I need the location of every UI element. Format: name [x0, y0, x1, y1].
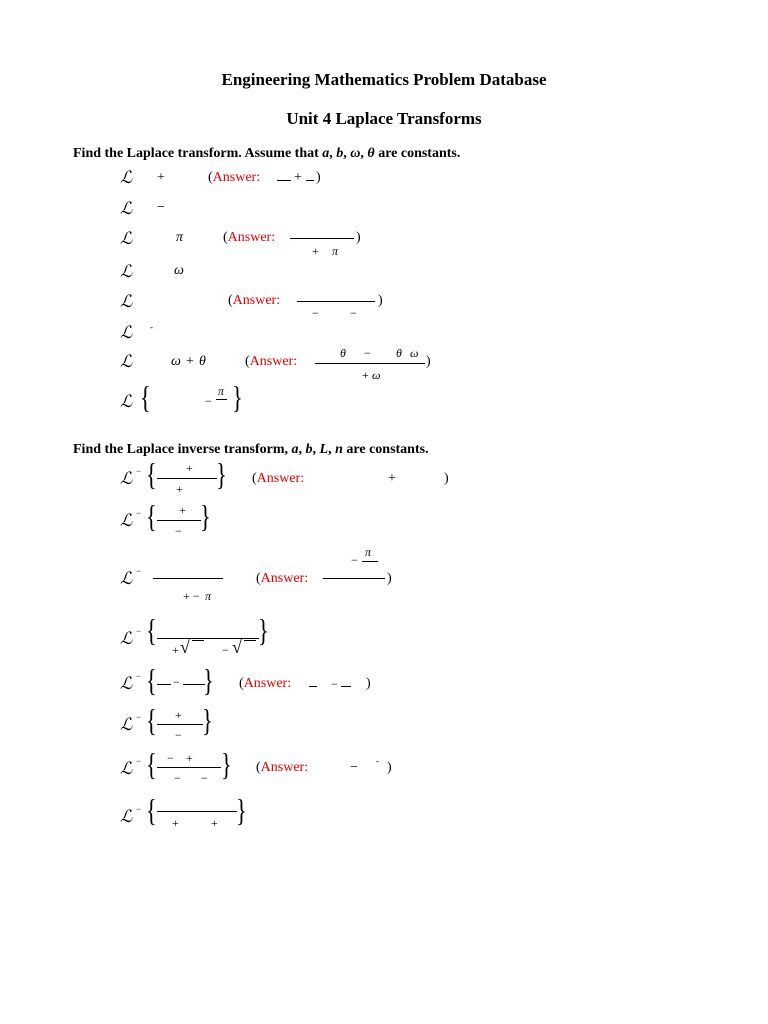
laplace-symbol: ℒ	[120, 807, 133, 827]
answer-7	[245, 354, 297, 370]
answer-5	[228, 293, 280, 309]
paren: )	[387, 760, 392, 775]
paren: (	[239, 676, 244, 691]
omega-symbol: ω	[410, 346, 419, 360]
fraction-bar	[315, 363, 425, 364]
minus-sign: −	[312, 306, 319, 320]
answer-label: Answer:	[256, 471, 305, 486]
right-brace: }	[236, 792, 247, 828]
fraction-bar	[341, 686, 351, 687]
minus-sign: −	[351, 553, 358, 567]
inverse-mark: −	[136, 712, 142, 722]
section-heading-text: Find the Laplace inverse transform,	[73, 442, 292, 457]
document-title: Engineering Mathematics Problem Database	[221, 70, 547, 89]
laplace-symbol: ℒ	[120, 323, 133, 343]
answer-label: Answer:	[260, 571, 309, 586]
inverse-mark: −	[136, 626, 142, 636]
fraction-bar	[216, 399, 227, 400]
tick-mark: -	[376, 756, 379, 766]
omega-symbol: ω	[174, 263, 184, 278]
tick-mark: -	[150, 322, 153, 332]
paren: )	[387, 571, 392, 586]
separator: ,	[360, 146, 368, 161]
plus-sign: +	[157, 170, 165, 185]
plus-sign: +	[186, 354, 194, 369]
paren: (	[256, 760, 261, 775]
right-brace: }	[200, 498, 211, 534]
plus-sign: +	[211, 816, 218, 830]
laplace-symbol: ℒ	[120, 511, 133, 531]
plus-sign: +	[186, 461, 193, 475]
left-brace: {	[146, 702, 157, 738]
plus-sign: +	[175, 708, 182, 722]
pi-symbol: π	[218, 384, 225, 398]
inverse-mark: −	[136, 566, 142, 576]
paren: )	[378, 293, 383, 308]
omega-symbol: ω	[171, 354, 181, 369]
left-brace: {	[146, 662, 157, 698]
answer-label: Answer:	[212, 170, 261, 185]
laplace-symbol: ℒ	[120, 292, 133, 312]
theta-symbol: θ	[396, 346, 402, 360]
var-b: b	[336, 146, 344, 161]
minus-sign: −	[364, 346, 371, 360]
left-brace: {	[146, 612, 157, 648]
answer-i5	[239, 676, 291, 692]
right-brace: }	[232, 379, 243, 415]
minus-sign: −	[201, 771, 208, 785]
paren: )	[444, 471, 449, 486]
fraction-bar	[157, 478, 217, 479]
paren: )	[316, 170, 321, 185]
fraction-bar	[157, 684, 171, 685]
separator: ,	[298, 442, 306, 457]
paren: )	[356, 230, 361, 245]
minus-sign: −	[157, 200, 165, 215]
separator: ,	[328, 442, 336, 457]
theta-symbol: θ	[340, 346, 346, 360]
separator: ,	[343, 146, 351, 161]
fraction-bar	[183, 684, 205, 685]
pi-symbol: π	[176, 230, 184, 245]
right-brace: }	[258, 612, 269, 648]
section-heading-text: Find the Laplace transform. Assume that	[73, 146, 323, 161]
minus-sign: −	[350, 306, 357, 320]
laplace-symbol: ℒ	[120, 168, 133, 188]
fraction-bar	[157, 811, 237, 812]
var-b: b	[305, 442, 313, 457]
fraction-bar	[157, 520, 201, 521]
plus-sign: +	[172, 816, 179, 830]
plus-sign: +	[179, 503, 186, 517]
unit-title: Unit 4 Laplace Transforms	[286, 109, 482, 128]
radical-bar	[192, 640, 204, 641]
answer-label: Answer:	[227, 230, 276, 245]
section-heading-tail: are constants.	[342, 442, 429, 457]
paren: )	[366, 676, 371, 691]
plus-sign: +	[294, 170, 302, 185]
var-L: L	[319, 442, 329, 457]
minus-sign: −	[193, 589, 200, 603]
minus-sign: −	[175, 524, 182, 538]
inverse-mark: −	[136, 756, 142, 766]
fraction-bar	[297, 301, 375, 302]
answer-label: Answer:	[243, 676, 292, 691]
inverse-mark: −	[136, 508, 142, 518]
fraction-bar	[309, 686, 317, 687]
inverse-mark: −	[136, 671, 142, 681]
minus-sign: −	[167, 751, 174, 765]
radical-bar	[244, 640, 256, 641]
left-brace: {	[146, 498, 157, 534]
paren: (	[208, 170, 213, 185]
laplace-symbol: ℒ	[120, 262, 133, 282]
right-brace: }	[202, 702, 213, 738]
laplace-symbol: ℒ	[120, 759, 133, 779]
fraction-bar	[362, 561, 378, 562]
separator: ,	[312, 442, 320, 457]
plus-sign: +	[183, 589, 190, 603]
var-a: a	[322, 146, 330, 161]
plus-sign: +	[172, 643, 179, 657]
right-brace: }	[221, 746, 232, 782]
fraction-bar	[323, 578, 385, 579]
answer-label: Answer:	[232, 293, 281, 308]
minus-sign: −	[350, 760, 358, 775]
section-heading-tail: are constants.	[374, 146, 461, 161]
minus-sign: −	[222, 643, 229, 657]
right-brace: }	[203, 662, 214, 698]
answer-label: Answer:	[260, 760, 309, 775]
fraction-bar	[277, 180, 291, 181]
laplace-symbol: ℒ	[120, 392, 133, 412]
pi-symbol: π	[205, 589, 212, 603]
paren: )	[426, 354, 431, 369]
minus-sign: −	[331, 677, 338, 691]
section-heading-inverse	[73, 442, 429, 458]
separator: ,	[329, 146, 337, 161]
paren: (	[256, 571, 261, 586]
inverse-mark: −	[136, 466, 142, 476]
theta-symbol: θ	[199, 354, 206, 369]
answer-i1	[252, 471, 304, 487]
var-omega: ω	[350, 146, 361, 161]
minus-sign: −	[173, 675, 180, 689]
laplace-symbol: ℒ	[120, 469, 133, 489]
var-n: n	[335, 442, 343, 457]
plus-sign: +	[312, 244, 319, 258]
fraction-bar	[153, 578, 223, 579]
answer-label: Answer:	[249, 354, 298, 369]
answer-i7	[256, 760, 308, 776]
fraction-bar	[306, 180, 314, 181]
paren: (	[223, 230, 228, 245]
laplace-symbol: ℒ	[120, 199, 133, 219]
var-a: a	[291, 442, 299, 457]
minus-sign: −	[205, 394, 212, 408]
fraction-bar	[157, 638, 259, 639]
laplace-symbol: ℒ	[120, 352, 133, 372]
laplace-symbol: ℒ	[120, 569, 133, 589]
section-heading-laplace	[73, 146, 460, 162]
plus-sign: +	[362, 368, 369, 382]
answer-1	[208, 170, 260, 186]
right-brace: }	[216, 456, 227, 492]
pi-symbol: π	[332, 244, 339, 258]
fraction-bar	[157, 767, 221, 768]
paren: (	[252, 471, 257, 486]
left-brace: {	[146, 792, 157, 828]
answer-i3	[256, 571, 308, 587]
sqrt-symbol: √	[180, 637, 190, 657]
sqrt-symbol: √	[232, 637, 242, 657]
plus-sign: +	[388, 471, 396, 486]
laplace-symbol: ℒ	[120, 715, 133, 735]
inverse-mark: −	[136, 804, 142, 814]
paren: (	[245, 354, 250, 369]
paren: (	[228, 293, 233, 308]
omega-symbol: ω	[372, 368, 381, 382]
laplace-symbol: ℒ	[120, 229, 133, 249]
laplace-symbol: ℒ	[120, 674, 133, 694]
fraction-bar	[157, 724, 203, 725]
minus-sign: −	[174, 771, 181, 785]
left-brace: {	[140, 379, 151, 415]
plus-sign: +	[186, 751, 193, 765]
var-theta: θ	[367, 146, 375, 161]
left-brace: {	[146, 746, 157, 782]
plus-sign: +	[176, 482, 183, 496]
left-brace: {	[146, 456, 157, 492]
answer-3	[223, 230, 275, 246]
pi-symbol: π	[365, 545, 372, 559]
fraction-bar	[290, 238, 354, 239]
minus-sign: −	[175, 728, 182, 742]
laplace-symbol: ℒ	[120, 629, 133, 649]
